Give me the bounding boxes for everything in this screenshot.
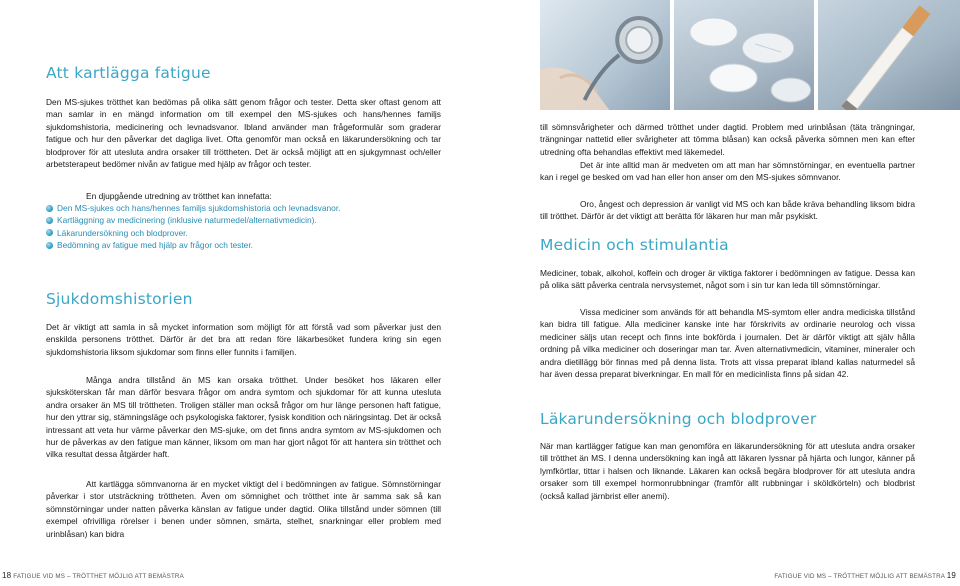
page-number-left: 18 (2, 571, 12, 580)
right-paragraph-3: Oro, ångest och depression är vanligt vid MS och kan både kräva behandling liksom bidra till trötthet. Därför är det viktigt att berätta för läkaren hur man mår psykiskt. (540, 199, 915, 222)
footer-right (774, 571, 956, 580)
footer-left (2, 571, 184, 580)
left-paragraph-2-text: En djupgående utredning av trötthet kan innefatta: (86, 191, 272, 201)
bullet-icon (46, 242, 53, 249)
right-paragraph-4: Mediciner, tobak, alkohol, koffein och droger är viktiga faktorer i bedömningen av fatigue. Dessa kan på olika sätt påverka centrala nervsystemet, något som i sin tur kan leda till sömnstörningar. (540, 268, 915, 291)
left-paragraph-1: Den MS-sjukes trötthet kan bedömas på olika sätt genom frågor och tester. Detta sker oftast genom att man samlar in en mängd information om till exempel den MS-sjukes och hans/hennes familjs sjukdomshistoria, medicinering och levnadsvanor. Ibland använder man frågeformulär som graderar fatigue och hur den påverkar det dagliga livet. Ofta genomför man också en läkarundersökning och tar blodprover för att utesluta andra orsaker till tröttheten. Det är också möjligt att en sjukgymnast och/eller arbetsterapeut bedömer nivån av fatigue med hjälp av frågor och tester. (46, 97, 441, 170)
right-paragraph-2: Det är inte alltid man är medveten om att man har sömnstörningar, en eventuella partner kan i regel ge besked om vad han eller hon anser om den MS-sjukes sömnvanor. (540, 160, 915, 183)
list-item: Bedömning av fatigue med hjälp av frågor och tester. (46, 239, 376, 251)
list-item: Läkarundersökning och blodprover. (46, 227, 376, 239)
page-number-right: 19 (946, 571, 956, 580)
left-paragraph-5: Att kartlägga sömnvanorna är en mycket viktigt del i bedömningen av fatigue. Sömnstörningar påverkar i stor utsträckning tröttheten. Även om sömnighet och trötthet inte är samma sak så kan sömnstörningar under natten påverka känslan av fatigue under dagtid. Olika tillstånd under sömnen (till exempel ofrivilliga rörelser i benen under sömnen, smärta, stelhet, snarkningar eller problem med urinblåsan) kan bidra (46, 479, 441, 539)
cigarette-photo (818, 0, 960, 110)
assessment-list (46, 202, 376, 252)
left-paragraph-3: Det är viktigt att samla in så mycket information som möjligt för att förstå vad som påverkar just den enskilda personens trötthet. Därför är det bra att redan före läkarbesöket fundera kring sin egen sjukdomshistoria liksom sjukdomar som finns eller funnits i familjen. (46, 322, 441, 357)
stethoscope-photo (540, 0, 670, 110)
bullet-icon (46, 205, 53, 212)
bullet-icon (46, 229, 53, 236)
pills-photo (674, 0, 815, 110)
heading-medicin-och-stimulantia: Medicin och stimulantia (540, 236, 729, 254)
list-item: Kartläggning av medicinering (inklusive naturmedel/alternativmedicin). (46, 214, 376, 226)
list-item: Den MS-sjukes och hans/hennes familjs sjukdomshistoria och levnadsvanor. (46, 202, 376, 214)
left-paragraph-2 (46, 190, 441, 202)
left-paragraph-4: Många andra tillstånd än MS kan orsaka trötthet. Under besöket hos läkaren eller sjuksköterskan får man därför besvara frågor om andra symtom och sjukdomar för att kunna utesluta andra orsaker än MS till tröttheten. Troligen ställer man också frågor om hur länge personen haft fatigue, hur den yttrar sig, stämningsläge och psykologiska faktorer, fysisk kondition och näringsintag. Det är också intressant att veta hur värme påverkar den MS-sjuke, om det finns andra symtom av MS-sjukdomen och hur de påverkas av den fatigue man känner, liksom om man har gjort något för att hantera sin trötthet och vilka resultat dessa åtgärder haft. (46, 375, 441, 460)
footer-title-right: FATIGUE VID MS – TRÖTTHET MÖJLIG ATT BEMÄSTRA (774, 573, 945, 580)
right-paragraph-5: Vissa mediciner som används för att behandla MS-symtom eller andra mediciska tillstånd kan bidra till fatigue. Alla mediciner kanske inte har förskrivits av ordinarie neurolog och vissa mediciner säljs utan recept och finns inte bokförda i journalen. Det är därför viktigt att själv hålla ordning på vilka mediciner och doseringar man tar. Även alternativmedicin, vitaminer, mineraler och andra dietillägg bör finnas med på denna lista. Trots att vissa preparat ibland kallas naturmedel så har även dessa preparat biverkningar. En mall för en medicinlista finns på sidan 42. (540, 307, 915, 380)
photo-strip (540, 0, 960, 110)
heading-att-kartlagga-fatigue: Att kartlägga fatigue (46, 64, 211, 82)
heading-sjukdomshistorien: Sjukdomshistorien (46, 290, 193, 308)
footer-title-left: FATIGUE VID MS – TRÖTTHET MÖJLIG ATT BEMÄSTRA (13, 573, 184, 580)
right-paragraph-1: till sömnsvårigheter och därmed trötthet under dagtid. Problem med urinblåsan (täta trängningar, trängningar nattetid eller svårigheter att tömma blåsan) kan också påverka sömnen men kan efter utredning ofta behandlas effektivt med läkemedel. (540, 122, 915, 157)
right-paragraph-6: När man kartlägger fatigue kan man genomföra en läkarundersökning för att utesluta andra orsaker till trötthet än MS. I denna undersökning kan ingå att läkaren lyssnar på hjärta och lungor, känner på lymfkörtlar, tittar i halsen och liknande. Läkaren kan också begära blodprover för att utesluta andra orsaker som till exempel hormonrubbningar (framför allt rubbningar i sköldkörteln) och blodbrist (också kallad järnbrist eller anemi). (540, 441, 915, 501)
bullet-icon (46, 217, 53, 224)
heading-lakarundersokning-och-blodprover: Läkarundersökning och blodprover (540, 410, 817, 428)
